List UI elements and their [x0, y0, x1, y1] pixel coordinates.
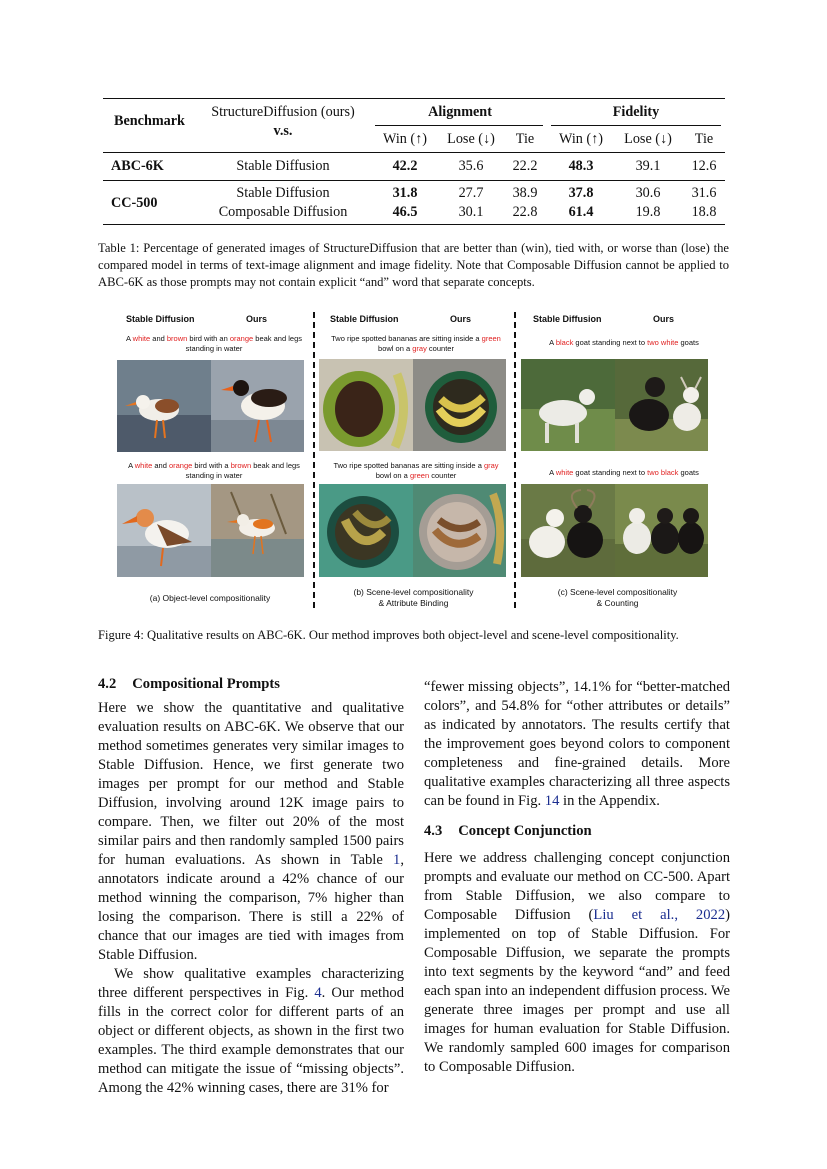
image-goat-stable-1 [521, 359, 615, 451]
table-row-method: Stable Diffusion [236, 158, 330, 174]
alignment-cmidrule [375, 125, 543, 126]
subcaption-c-2: & Counting [596, 598, 639, 608]
table-row-bench: ABC-6K [111, 158, 164, 174]
table-caption: Table 1: Percentage of generated images of StructureDiffusion that are better than (win), tied with, or worse than (lose) the compared model in terms of text-image alignment and image fidelity. Note that Composable Diffusion cannot be applied to ABC-6K as those prompts may not contain explicit “and” word that separate concepts. [98, 241, 729, 289]
header-method-2: v.s. [273, 123, 293, 139]
sub-f-lose: Lose (↓) [624, 131, 672, 147]
sub-f-tie: Tie [694, 131, 714, 147]
table-cell: 19.8 [635, 204, 661, 220]
image-bird-stable-1 [117, 360, 211, 452]
subcaption-a: (a) Object-level compositionality [149, 593, 271, 603]
prompt-c-2: A white goat standing next to two black goats [549, 468, 699, 477]
image-banana-stable-1 [319, 359, 413, 451]
figure-4 [110, 308, 730, 618]
table-cell: 31.8 [392, 185, 418, 201]
table-cell: 27.7 [458, 185, 484, 201]
sub-f-win: Win (↑) [559, 131, 603, 147]
table-cell: 12.6 [691, 158, 717, 174]
image-goat-stable-2 [521, 484, 615, 577]
table-row-method: Composable Diffusion [218, 204, 348, 220]
fidelity-cmidrule [551, 125, 721, 126]
paragraph: Here we address challenging concept conjunction prompts and evaluate our method on CC-500. Apart from Stable Diffusion, we also compare to Composable Diffusion (Liu et al., 2022) implemented on top of Stable Diffusion. For Composable Diffusion, we separate the prompts into text segments by the keyword “and” and feed each span into an independent diffusion process. We generate three images per prompt and use all images for human evaluation for Stable Diffusion. We randomly sampled 600 images for comparison to Composable Diffusion. [424, 850, 730, 1075]
header-alignment: Alignment [428, 104, 492, 120]
prompt-b-1: Two ripe spotted bananas are sitting inside a green bowl on a gray counter [331, 334, 501, 353]
figure-ref-link[interactable]: 14 [544, 793, 560, 809]
header-benchmark: Benchmark [114, 113, 185, 129]
label-ours: Ours [450, 314, 472, 324]
table-ref-link[interactable]: 1 [393, 852, 401, 868]
table-cell: 48.3 [568, 158, 594, 174]
subcaption-b-1: (b) Scene-level compositionality [353, 587, 474, 597]
header-fidelity: Fidelity [612, 104, 660, 120]
image-banana-stable-2 [319, 484, 413, 577]
image-goat-ours-1 [615, 359, 708, 451]
label-stable-diffusion: Stable Diffusion [126, 314, 195, 324]
table-cell: 35.6 [458, 158, 484, 174]
table-bottom-rule [103, 224, 725, 225]
image-banana-ours-2 [413, 484, 506, 577]
image-bird-ours-1 [211, 360, 304, 452]
table-cell: 30.6 [635, 185, 661, 201]
table-cell: 22.2 [512, 158, 538, 174]
table-mid-rule [103, 152, 725, 153]
prompt-c-1: A black goat standing next to two white goats [549, 338, 699, 347]
section-4-2-continued [424, 678, 730, 811]
figure-ref-link[interactable]: 4 [314, 985, 322, 1001]
prompt-b-2: Two ripe spotted bananas are sitting inside a gray bowl on a green counter [333, 461, 499, 480]
table-cell: 22.8 [512, 204, 538, 220]
sub-a-lose: Lose (↓) [447, 131, 495, 147]
table-cell: 38.9 [512, 185, 538, 201]
table-row-method: Stable Diffusion [236, 185, 330, 201]
subcaption-b-2: & Attribute Binding [378, 598, 449, 608]
label-stable-diffusion: Stable Diffusion [330, 314, 399, 324]
divider-1 [313, 312, 315, 608]
prompt-a-2: A white and orange bird with a brown beak and legs standing in water [128, 461, 300, 480]
table-cell: 37.8 [568, 185, 594, 201]
prompt-a-1: A white and brown bird with an orange beak and legs standing in water [125, 334, 302, 353]
table-cell: 39.1 [635, 158, 661, 174]
label-stable-diffusion: Stable Diffusion [533, 314, 602, 324]
table-cell: 30.1 [458, 204, 484, 220]
image-goat-ours-2 [615, 484, 708, 577]
table-row-bench: CC-500 [111, 195, 158, 211]
section-4-2-heading: 4.2 Compositional Prompts [98, 676, 280, 692]
table-top-rule [103, 98, 725, 99]
paragraph: Here we show the quantitative and qualitative evaluation results on ABC-6K. We observe that our method sometimes generates very similar images to Stable Diffusion. Hence, we first generate two images per prompt for our method and Stable Diffusion, involving around 12K image pairs to compare. Then, we filter out 20% of the most similar pairs and then randomly sampled 1500 pairs for human evaluations. As shown in Table 1, annotators indicate around a 42% chance of our method winning the comparison, 7% higher than losing the comparison. There is still a 22% of chance that our images are tied with images from Stable Diffusion. [98, 700, 404, 963]
section-4-2-body [98, 699, 404, 1098]
citation-link[interactable]: Liu et al., 2022 [593, 907, 726, 923]
paragraph: We show qualitative examples characterizing three different perspectives in Fig. 4. Our method fills in the correct color for different parts of an object or different objects, as shown in the first two examples. The third example demonstrates that our method can mitigate the issue of “missing objects”. Among the 42% winning cases, there are 31% for [98, 966, 404, 1096]
sub-a-tie: Tie [515, 131, 535, 147]
section-4-3-heading: 4.3 Concept Conjunction [424, 823, 592, 839]
image-banana-ours-1 [413, 359, 506, 451]
table-cell: 61.4 [568, 204, 594, 220]
divider-2 [514, 312, 516, 608]
table-cell: 18.8 [691, 204, 717, 220]
label-ours: Ours [653, 314, 675, 324]
table-cell: 42.2 [392, 158, 418, 174]
image-bird-stable-2 [117, 484, 211, 577]
paragraph: “fewer missing objects”, 14.1% for “better-matched colors”, and 54.8% for “other attributes or details” as indicated by annotators. The results certify that the improvement goes beyond colors to component completeness and fine-grained details. More qualitative examples characterizing all three aspects can be found in Fig. 14 in the Appendix. [424, 679, 730, 809]
image-bird-ours-2 [211, 484, 304, 577]
section-4-3-body [424, 849, 730, 1077]
label-ours: Ours [246, 314, 268, 324]
table-cell: 31.6 [691, 185, 717, 201]
figure-caption: Figure 4: Qualitative results on ABC-6K. Our method improves both object-level and scene-level compositionality. [98, 628, 679, 642]
sub-a-win: Win (↑) [383, 131, 427, 147]
header-method-1: StructureDiffusion (ours) [211, 104, 355, 120]
subcaption-c-1: (c) Scene-level compositionality [557, 587, 678, 597]
table-cell: 46.5 [392, 204, 418, 220]
table-row-rule [103, 180, 725, 181]
results-table [103, 98, 725, 228]
